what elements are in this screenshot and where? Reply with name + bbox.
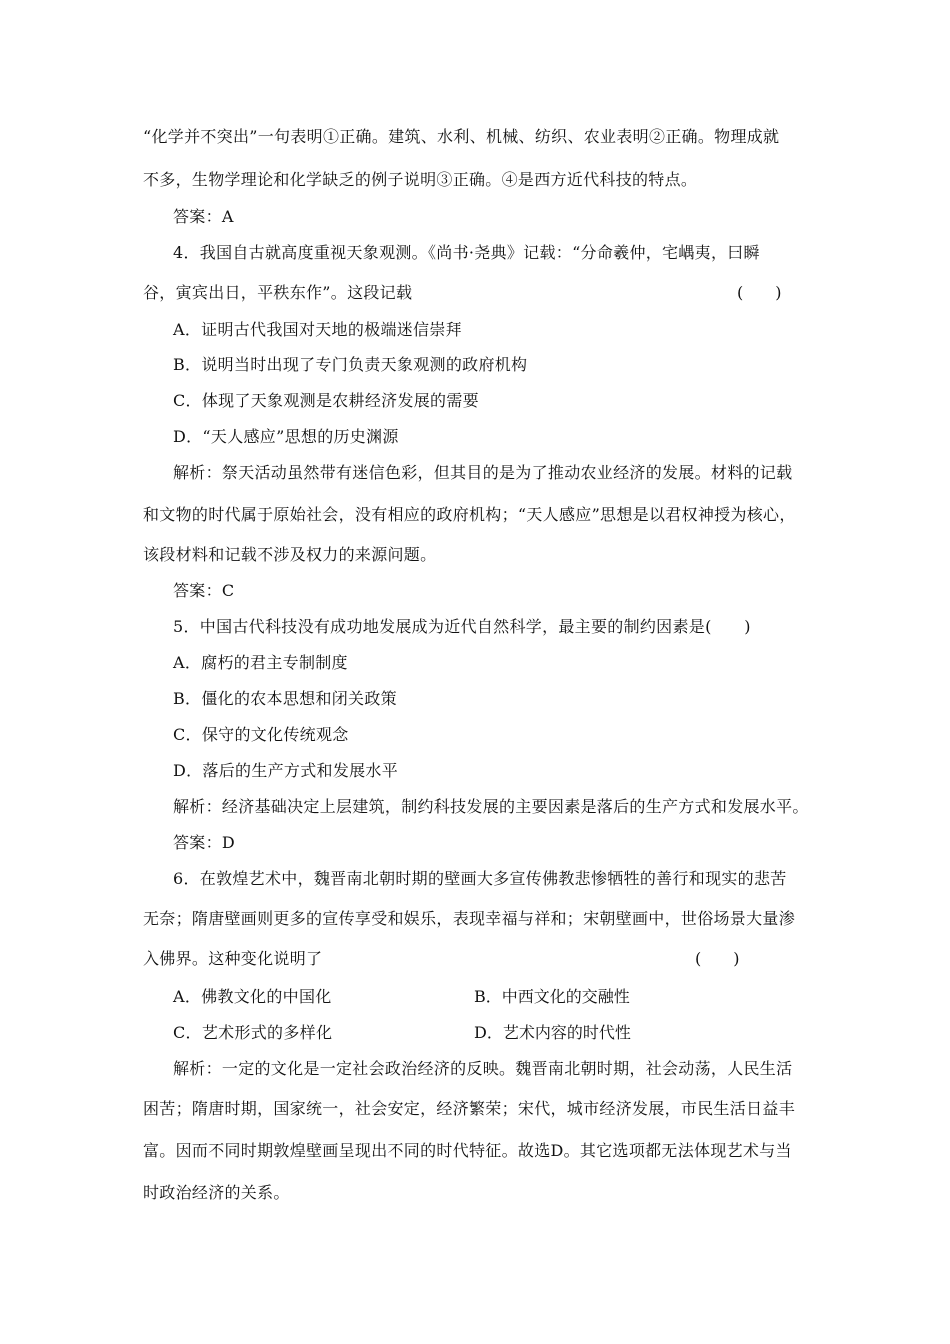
q4-stem-line-1: 4．我国自古就高度重视天象观测。《尚书·尧典》记载：“分命羲仲，宅嵎夷，曰瞬 (173, 243, 760, 262)
q4-option-d: D．“天人感应”思想的历史渊源 (173, 427, 399, 446)
q6-explanation-line-3: 富。因而不同时期敦煌壁画呈现出不同的时代特征。故选D。其它选项都无法体现艺术与当 (143, 1141, 792, 1160)
q6-option-c: C．艺术形式的多样化 (173, 1023, 333, 1042)
q4-explanation-line-2: 和文物的时代属于原始社会，没有相应的政府机构；“天人感应”思想是以君权神授为核心， (143, 505, 796, 524)
q4-explanation-line-3: 该段材料和记载不涉及权力的来源问题。 (143, 545, 437, 564)
q6-answer-blank: ( ) (695, 949, 740, 968)
q6-option-b: B．中西文化的交融性 (474, 987, 630, 1006)
q4-answer: 答案：C (173, 581, 235, 600)
q6-explanation-line-1: 解析：一定的文化是一定社会政治经济的反映。魏晋南北朝时期，社会动荡，人民生活 (173, 1059, 793, 1078)
q3-explanation-line-2: 不多，生物学理论和化学缺乏的例子说明③正确。④是西方近代科技的特点。 (143, 170, 698, 189)
q5-stem: 5．中国古代科技没有成功地发展成为近代自然科学，最主要的制约因素是( ) (173, 617, 751, 636)
q6-stem-line-2: 无奈；隋唐壁画则更多的宣传享受和娱乐，表现幸福与祥和；宋朝壁画中，世俗场景大量渗 (143, 909, 796, 928)
q6-explanation-line-2: 困苦；隋唐时期，国家统一，社会安定，经济繁荣；宋代，城市经济发展，市民生活日益丰 (143, 1099, 796, 1118)
q5-explanation: 解析：经济基础决定上层建筑，制约科技发展的主要因素是落后的生产方式和发展水平。 (173, 797, 809, 816)
q4-answer-blank: ( ) (737, 283, 782, 302)
q5-answer: 答案：D (173, 833, 236, 852)
q6-option-a: A．佛教文化的中国化 (173, 987, 332, 1006)
q6-stem-line-3: 入佛界。这种变化说明了 (143, 949, 323, 968)
q6-explanation-line-4: 时政治经济的关系。 (143, 1183, 290, 1202)
q4-option-c: C．体现了天象观测是农耕经济发展的需要 (173, 391, 479, 410)
q6-stem-line-1: 6．在敦煌艺术中，魏晋南北朝时期的壁画大多宣传佛教悲惨牺牲的善行和现实的悲苦 (173, 869, 787, 888)
q4-stem-line-2: 谷，寅宾出日，平秩东作”。这段记载 (143, 283, 413, 302)
q5-option-c: C．保守的文化传统观念 (173, 725, 349, 744)
q5-option-d: D．落后的生产方式和发展水平 (173, 761, 399, 780)
q6-option-d: D．艺术内容的时代性 (474, 1023, 631, 1042)
q5-option-b: B．僵化的农本思想和闭关政策 (173, 689, 397, 708)
q4-option-b: B．说明当时出现了专门负责天象观测的政府机构 (173, 355, 528, 374)
q4-option-a: A．证明古代我国对天地的极端迷信崇拜 (173, 320, 462, 339)
q4-explanation-line-1: 解析：祭天活动虽然带有迷信色彩，但其目的是为了推动农业经济的发展。材料的记载 (173, 463, 793, 482)
q3-answer: 答案：A (173, 207, 234, 226)
q5-option-a: A．腐朽的君主专制制度 (173, 653, 348, 672)
q3-explanation-line-1: “化学并不突出”一句表明①正确。建筑、水利、机械、纺织、农业表明②正确。物理成就 (143, 127, 780, 146)
